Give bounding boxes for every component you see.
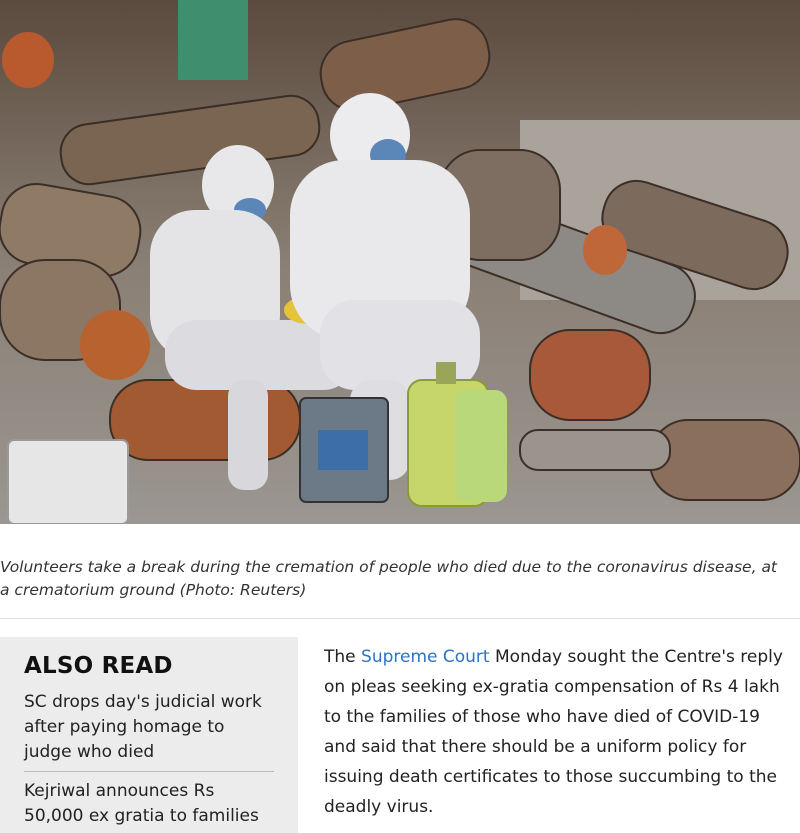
also-read-separator [24, 771, 274, 772]
article-body [324, 642, 796, 822]
also-read-link[interactable]: SC drops day's judicial work after paying homage to judge who died [24, 692, 262, 762]
also-read-heading: ALSO READ [24, 653, 173, 679]
article-lead-prefix: The [324, 647, 362, 667]
photo-caption: Volunteers take a break during the cremation of people who died due to the coronavirus disease, at a crematorium ground (Photo: Reuters) [0, 558, 778, 599]
divider [0, 618, 800, 619]
also-read-box [0, 637, 298, 833]
also-read-link[interactable]: Kejriwal announces Rs 50,000 ex gratia to families [24, 781, 259, 826]
supreme-court-link[interactable]: Supreme Court [361, 647, 490, 667]
article-lead-text: Monday sought the Centre's reply on pleas seeking ex-gratia compensation of Rs 4 lakh to the families of those who have died of COVID-19 and said that there should be a uniform policy for issuing death certificates to those succumbing to the deadly virus. [324, 647, 783, 817]
